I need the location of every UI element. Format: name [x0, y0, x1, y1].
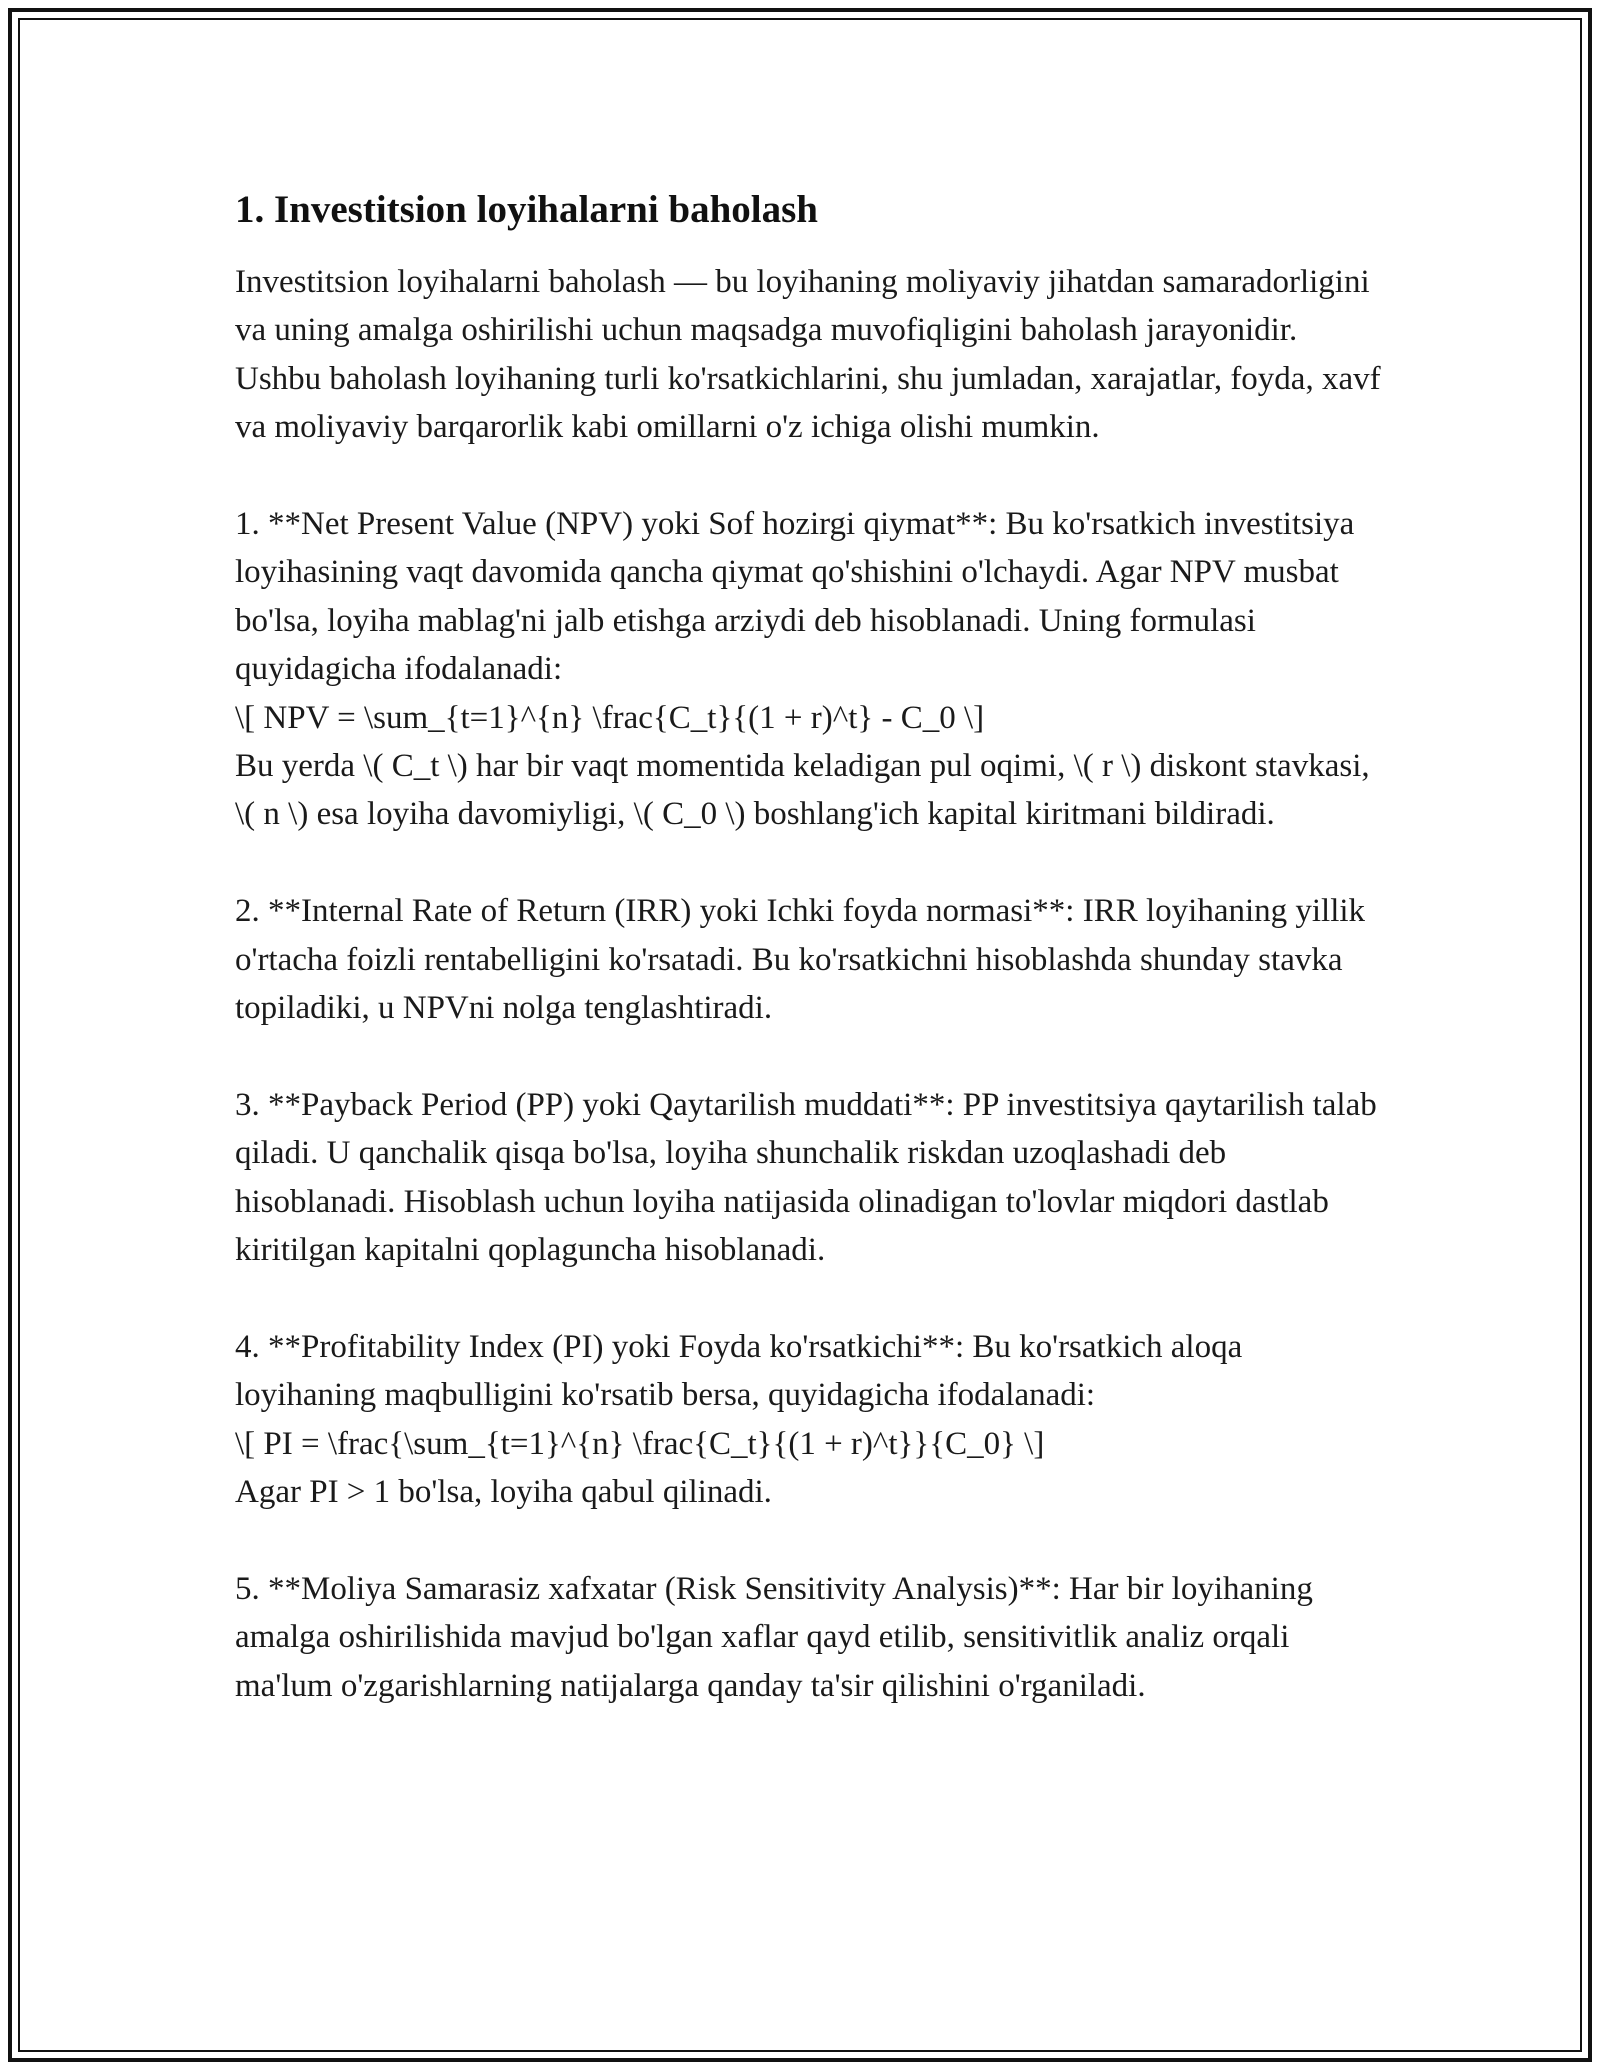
section-heading: 1. Investitsion loyihalarni baholash — [235, 188, 818, 231]
list-item-risk: 5. **Moliya Samarasiz xafxatar (Risk Sensitivity Analysis)**: Har bir loyihaning amalga oshirilishida mavjud bo'lgan xaflar qayd etilib, sensitivitlik analiz orqali ma'lum o'zgarishlarning natijalarga qanday ta'sir qilishini o'rganiladi. — [235, 1570, 1313, 1704]
list-item-pi: 4. **Profitability Index (PI) yoki Foyda ko'rsatkichi**: Bu ko'rsatkich aloqa loyihaning maqbulligini ko'rsatib bersa, quyidagicha ifodalanadi: \[ PI = \frac{\sum_{t=1}^{n} \frac{C_t}{(1 + r)^t}}{C_0} \] Agar PI > 1 bo'lsa, loyiha qabul qilinadi. — [235, 1328, 1243, 1511]
list-item-irr: 2. **Internal Rate of Return (IRR) yoki Ichki foyda normasi**: IRR loyihaning yillik o'rtacha foizli rentabelligini ko'rsatadi. Bu ko'rsatkichni hisoblashda shunday stavka topiladiki, u NPVni nolga tenglashtiradi. — [235, 893, 1366, 1027]
list-item-payback: 3. **Payback Period (PP) yoki Qaytarilish muddati**: PP investitsiya qaytarilish talab qiladi. U qanchalik qisqa bo'lsa, loyiha shunchalik riskdan uzoqlashadi deb hisoblanadi. Hisoblash uchun loyiha natijasida olinadigan to'lovlar miqdori dastlab kiritilgan kapitalni qoplaguncha hisoblanadi. — [235, 1086, 1377, 1269]
intro-paragraph: Investitsion loyihalarni baholash — bu loyihaning moliyaviy jihatdan samaradorligini va uning amalga oshirilishi uchun maqsadga muvofiqligini baholash jarayonidir. Ushbu baholash loyihaning turli ko'rsatkichlarini, shu jumladan, xarajatlar, foyda, xavf va moliyaviy barqarorlik kabi omillarni o'z ichiga olishi mumkin. — [235, 264, 1381, 446]
document-body — [235, 186, 1385, 1710]
list-item-npv: 1. **Net Present Value (NPV) yoki Sof hozirgi qiymat**: Bu ko'rsatkich investitsiya loyihasining vaqt davomida qancha qiymat qo'shishini o'lchaydi. Agar NPV musbat bo'lsa, loyiha mablag'ni jalb etishga arziydi deb hisoblanadi. Uning formulasi quyidagicha ifodalanadi: \[ NPV = \sum_{t=1}^{n} \frac{C_t}{(1 + r)^t} - C_0 \] Bu yerda \( C_t \) har bir vaqt momentida keladigan pul oqimi, \( r \) diskont stavkasi, \( n \) esa loyiha davomiyligi, \( C_0 \) boshlang'ich kapital kiritmani bildiradi. — [235, 506, 1370, 833]
